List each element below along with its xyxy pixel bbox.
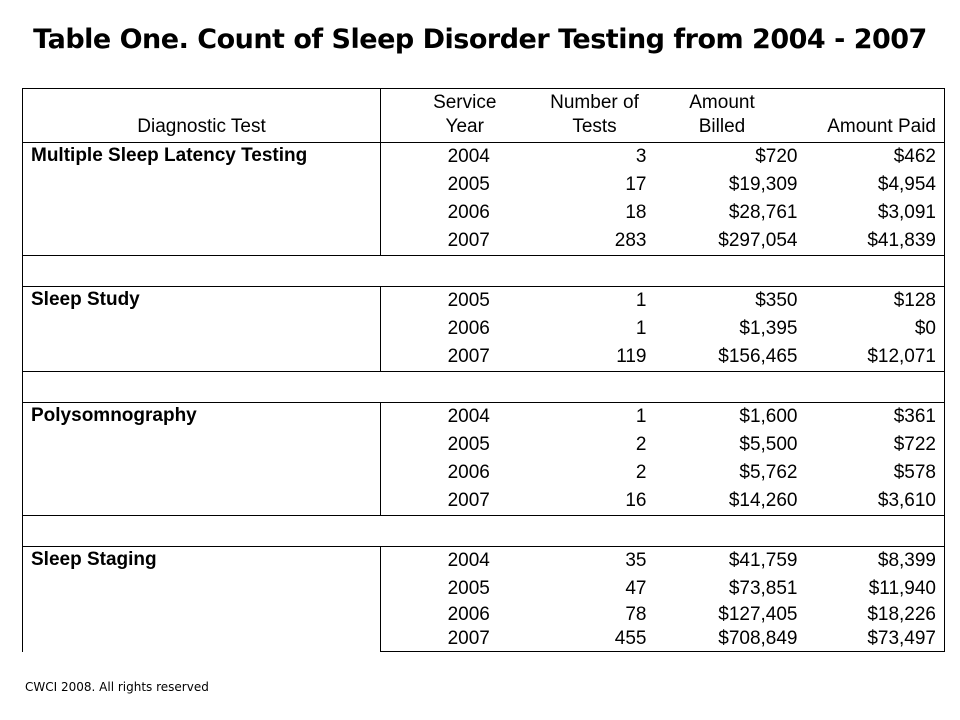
spacer-row bbox=[23, 372, 945, 403]
service-year-cell: 2004 bbox=[381, 143, 523, 172]
spacer-row bbox=[23, 256, 945, 287]
amount-paid-cell: $361 bbox=[806, 403, 945, 432]
service-year-cell: 2004 bbox=[381, 547, 523, 576]
service-year-cell: 2007 bbox=[381, 227, 523, 256]
service-year-cell: 2005 bbox=[447, 174, 490, 195]
header-amount-billed-line2: Billed bbox=[698, 116, 746, 137]
amount-paid-cell: $18,226 bbox=[806, 603, 945, 627]
amount-billed-cell: $41,759 bbox=[655, 547, 806, 576]
header-amount-billed bbox=[655, 89, 806, 143]
number-of-tests-cell: 3 bbox=[523, 143, 655, 172]
amount-paid-cell: $11,940 bbox=[806, 575, 945, 603]
service-year-cell: 2007 bbox=[381, 487, 523, 516]
service-year-cell: 2006 bbox=[447, 462, 490, 483]
number-of-tests-cell: 78 bbox=[625, 604, 647, 625]
amount-billed-cell: $14,260 bbox=[655, 487, 806, 516]
amount-paid-cell: $0 bbox=[806, 315, 945, 343]
number-of-tests-cell: 455 bbox=[523, 627, 655, 652]
amount-billed-cell: $1,600 bbox=[655, 403, 806, 432]
number-of-tests-cell: 17 bbox=[625, 174, 647, 195]
header-number-of-tests-line2: Tests bbox=[572, 116, 617, 137]
number-of-tests-cell: 1 bbox=[523, 287, 655, 316]
service-year-cell: 2004 bbox=[381, 403, 523, 432]
number-of-tests-cell: 1 bbox=[635, 318, 647, 339]
amount-billed-cell: $156,465 bbox=[655, 343, 806, 372]
header-service-year-line2: Year bbox=[445, 116, 484, 137]
spacer-cell bbox=[23, 372, 945, 403]
amount-billed-cell: $350 bbox=[655, 287, 806, 316]
amount-billed-cell: $708,849 bbox=[655, 627, 806, 652]
amount-paid-cell: $462 bbox=[806, 143, 945, 172]
amount-paid-cell: $41,839 bbox=[806, 227, 945, 256]
number-of-tests-cell: 2 bbox=[635, 462, 647, 483]
header-number-of-tests-line1: Number of bbox=[550, 92, 639, 113]
number-of-tests-cell: 35 bbox=[523, 547, 655, 576]
number-of-tests-cell: 16 bbox=[523, 487, 655, 516]
diagnostic-test-name: Sleep Study bbox=[23, 287, 381, 372]
header-service-year-line1: Service bbox=[433, 92, 497, 113]
amount-billed-cell: $28,761 bbox=[728, 202, 798, 223]
amount-paid-cell: $578 bbox=[806, 459, 945, 487]
amount-paid-cell: $722 bbox=[806, 431, 945, 459]
number-of-tests-cell: 1 bbox=[523, 403, 655, 432]
service-year-cell: 2005 bbox=[447, 434, 490, 455]
table-row bbox=[23, 143, 945, 172]
table-row bbox=[23, 547, 945, 576]
sleep-testing-table-container bbox=[22, 88, 944, 652]
spacer-cell bbox=[23, 256, 945, 287]
amount-paid-cell: $128 bbox=[806, 287, 945, 316]
service-year-cell: 2007 bbox=[381, 343, 523, 372]
amount-paid-cell: $73,497 bbox=[806, 627, 945, 652]
header-service-year bbox=[381, 89, 523, 143]
amount-paid-cell: $4,954 bbox=[806, 171, 945, 199]
diagnostic-test-name: Polysomnography bbox=[23, 403, 381, 516]
service-year-cell: 2005 bbox=[447, 578, 490, 599]
header-amount-billed-line1: Amount bbox=[689, 92, 755, 113]
spacer-cell bbox=[23, 516, 945, 547]
page-title: Table One. Count of Sleep Disorder Testing from 2004 - 2007 bbox=[33, 24, 927, 55]
amount-billed-cell: $5,762 bbox=[739, 462, 798, 483]
amount-billed-cell: $297,054 bbox=[655, 227, 806, 256]
table-header-row bbox=[23, 89, 945, 143]
service-year-cell: 2006 bbox=[447, 202, 490, 223]
table-row bbox=[23, 403, 945, 432]
header-number-of-tests bbox=[523, 89, 655, 143]
amount-paid-cell: $12,071 bbox=[806, 343, 945, 372]
amount-paid-cell: $3,091 bbox=[806, 199, 945, 227]
table-body bbox=[23, 143, 945, 652]
number-of-tests-cell: 47 bbox=[625, 578, 647, 599]
spacer-row bbox=[23, 516, 945, 547]
amount-billed-cell: $1,395 bbox=[739, 318, 798, 339]
number-of-tests-cell: 119 bbox=[523, 343, 655, 372]
amount-billed-cell: $127,405 bbox=[718, 604, 798, 625]
number-of-tests-cell: 283 bbox=[523, 227, 655, 256]
table-row bbox=[23, 287, 945, 316]
number-of-tests-cell: 2 bbox=[635, 434, 647, 455]
header-diagnostic-test: Diagnostic Test bbox=[23, 89, 381, 143]
number-of-tests-cell: 18 bbox=[625, 202, 647, 223]
amount-billed-cell: $19,309 bbox=[728, 174, 798, 195]
copyright-footer: CWCI 2008. All rights reserved bbox=[25, 680, 209, 694]
service-year-cell: 2006 bbox=[447, 604, 490, 625]
amount-paid-cell: $8,399 bbox=[806, 547, 945, 576]
amount-billed-cell: $5,500 bbox=[739, 434, 798, 455]
diagnostic-test-name: Sleep Staging bbox=[23, 547, 381, 652]
service-year-cell: 2007 bbox=[381, 627, 523, 652]
header-amount-paid: Amount Paid bbox=[806, 89, 945, 143]
service-year-cell: 2006 bbox=[447, 318, 490, 339]
sleep-testing-table bbox=[22, 88, 945, 652]
amount-billed-cell: $720 bbox=[655, 143, 806, 172]
amount-billed-cell: $73,851 bbox=[728, 578, 798, 599]
diagnostic-test-name: Multiple Sleep Latency Testing bbox=[23, 143, 381, 256]
service-year-cell: 2005 bbox=[381, 287, 523, 316]
amount-paid-cell: $3,610 bbox=[806, 487, 945, 516]
